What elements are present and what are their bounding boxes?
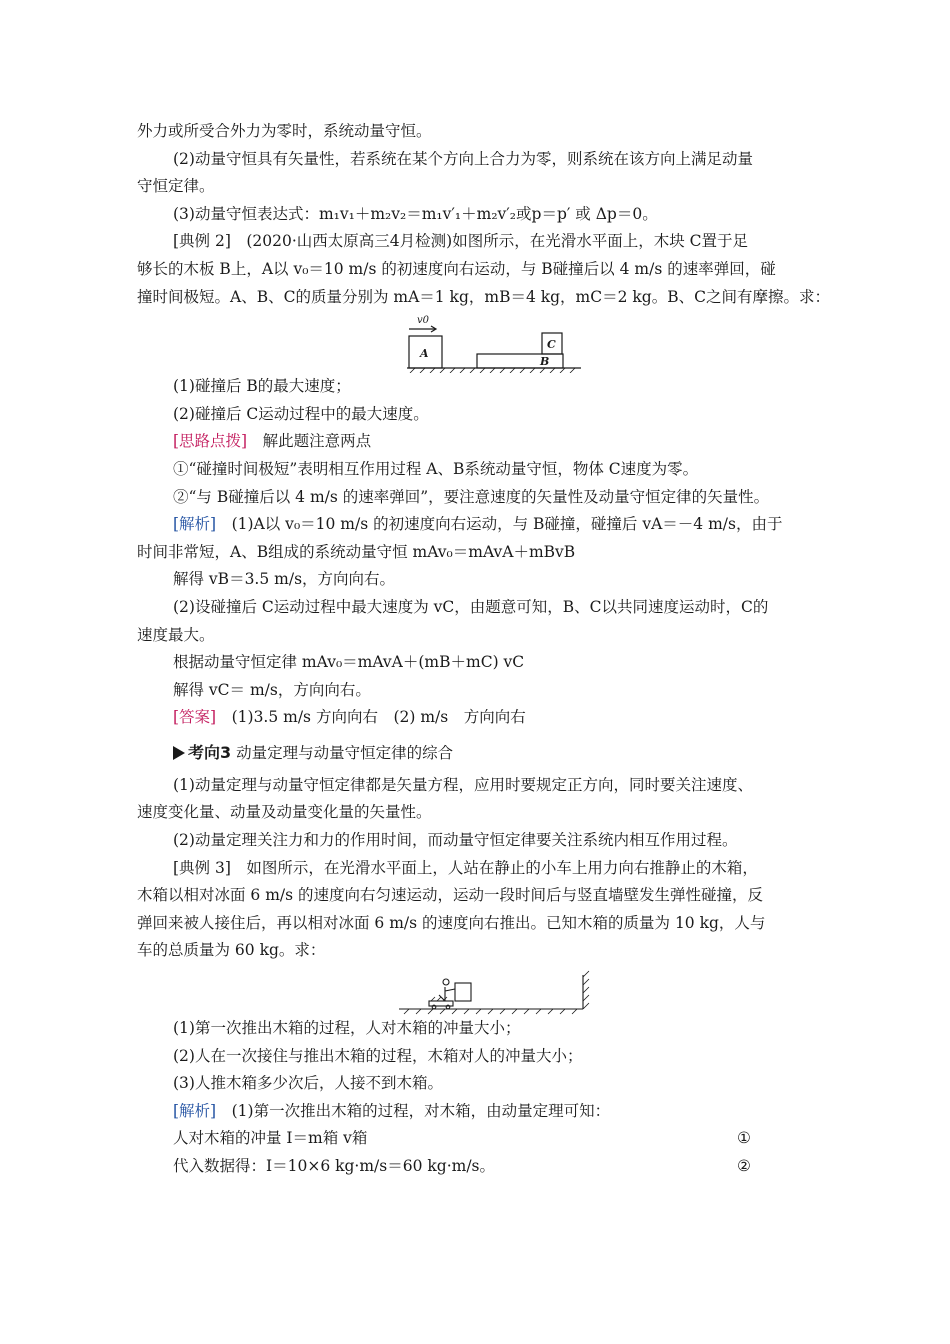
solution-line: [解析] (1)第一次推出木箱的过程，对木箱，由动量定理可知： <box>173 1101 611 1120</box>
text-line: 车的总质量为 60 kg。求： <box>137 941 326 960</box>
question-2: (2)人在一次接住与推出木箱的过程，木箱对人的冲量大小； <box>173 1046 583 1065</box>
equation-row: 人对木箱的冲量 I＝m箱 v箱 ① <box>137 1125 817 1153</box>
triangle-icon <box>173 746 185 760</box>
velocity-label: v0 <box>417 315 430 327</box>
equation-number: ② <box>737 1157 751 1175</box>
equation-number: ① <box>737 1129 751 1148</box>
text-line: (1)动量定理与动量守恒定律都是矢量方程，应用时要规定正方向，同时要关注速度、 <box>173 775 753 794</box>
text-line: 木箱以相对冰面 6 m/s 的速度向右匀速运动，运动一段时间后与竖直墙壁发生弹性碰撞，反 <box>137 886 764 905</box>
tips-line: [思路点拨] 解此题注意两点 <box>173 432 372 451</box>
question-1: (1)碰撞后 B的最大速度； <box>173 377 351 396</box>
figure-cart-box-wall <box>137 965 817 1015</box>
tips-tag: [思路点拨] <box>173 432 248 451</box>
tips-point-1: ①“碰撞时间极短”表明相互作用过程 A、B系统动量守恒，物体 C速度为零。 <box>173 459 699 478</box>
example-2-title: [典例 2] (2020·山西太原高三4月检测)如图所示，在光滑水平面上，木块 C置于足 <box>173 232 749 251</box>
board-b <box>477 354 563 368</box>
section-heading: 考向3 动量定理与动量守恒定律的综合 <box>173 734 817 772</box>
text-line: 速度变化量、动量及动量变化量的矢量性。 <box>137 803 432 822</box>
wooden-box <box>455 983 471 1001</box>
solution-tag: [解析] <box>173 515 217 534</box>
block-a-label: A <box>420 347 429 361</box>
text-line: (2)动量定理关注力和力的作用时间，而动量守恒定律要关注系统内相互作用过程。 <box>173 831 738 850</box>
tips-point-2: ②“与 B碰撞后以 4 m/s 的速率弹回”，要注意速度的矢量性及动量守恒定律的矢量性。 <box>173 487 770 506</box>
solution-line: [解析] (1)A以 v₀＝10 m/s 的初速度向右运动，与 B碰撞，碰撞后 vA＝－4 m/s，由于 <box>173 515 783 534</box>
text-line: (2)动量守恒具有矢量性，若系统在某个方向上合力为零，则系统在该方向上满足动量 <box>173 149 753 168</box>
block-c-label: C <box>547 338 556 352</box>
figure-blocks-abc <box>137 311 817 373</box>
solution-tag: [解析] <box>173 1101 217 1120</box>
text-line: 撞时间极短。A、B、C的质量分别为 mA＝1 kg，mB＝4 kg，mC＝2 kg。B、C之间有摩擦。求： <box>137 287 830 306</box>
text-line: 解得 vC＝ m/s，方向向右。 <box>173 680 371 699</box>
text-line: 速度最大。 <box>137 625 215 644</box>
question-2: (2)碰撞后 C运动过程中的最大速度。 <box>173 404 429 423</box>
question-1: (1)第一次推出木箱的过程，人对木箱的冲量大小； <box>173 1019 521 1038</box>
document-page <box>137 118 830 1181</box>
example-3-title: [典例 3] 如图所示，在光滑水平面上，人站在静止的小车上用力向右推静止的木箱， <box>173 858 758 877</box>
text-line: 守恒定律。 <box>137 177 215 196</box>
answer-tag: [答案] <box>173 708 217 727</box>
board-b-label: B <box>540 355 550 369</box>
text-line: 够长的木板 B上，A以 v₀＝10 m/s 的初速度向右运动，与 B碰撞后以 4 m/s 的速率弹回，碰 <box>137 259 776 278</box>
text-line: 根据动量守恒定律 mAv₀＝mAvA＋(mB＋mC) vC <box>173 653 525 672</box>
equation-row: 代入数据得：I＝10×6 kg·m/s＝60 kg·m/s。 ② <box>137 1153 817 1181</box>
question-3: (3)人推木箱多少次后，人接不到木箱。 <box>173 1074 443 1093</box>
answer-line: [答案] (1)3.5 m/s 方向向右 (2) m/s 方向向右 <box>173 708 526 727</box>
text-line: 时间非常短，A、B组成的系统动量守恒 mAv₀＝mAvA＋mBvB <box>137 542 576 561</box>
person <box>439 987 455 1001</box>
text-line: (2)设碰撞后 C运动过程中最大速度为 vC，由题意可知，B、C以共同速度运动时，C的 <box>173 597 769 616</box>
text-line: 解得 vB＝3.5 m/s，方向向右。 <box>173 570 396 589</box>
text-line: 弹回来被人接住后，再以相对冰面 6 m/s 的速度向右推出。已知木箱的质量为 10 kg，人与 <box>137 913 766 932</box>
text-line: 外力或所受合外力为零时，系统动量守恒。 <box>137 122 432 140</box>
text-line: (3)动量守恒表达式：m₁v₁＋m₂v₂＝m₁v′₁＋m₂v′₂或p＝p′ 或 Δp＝0。 <box>173 204 658 223</box>
